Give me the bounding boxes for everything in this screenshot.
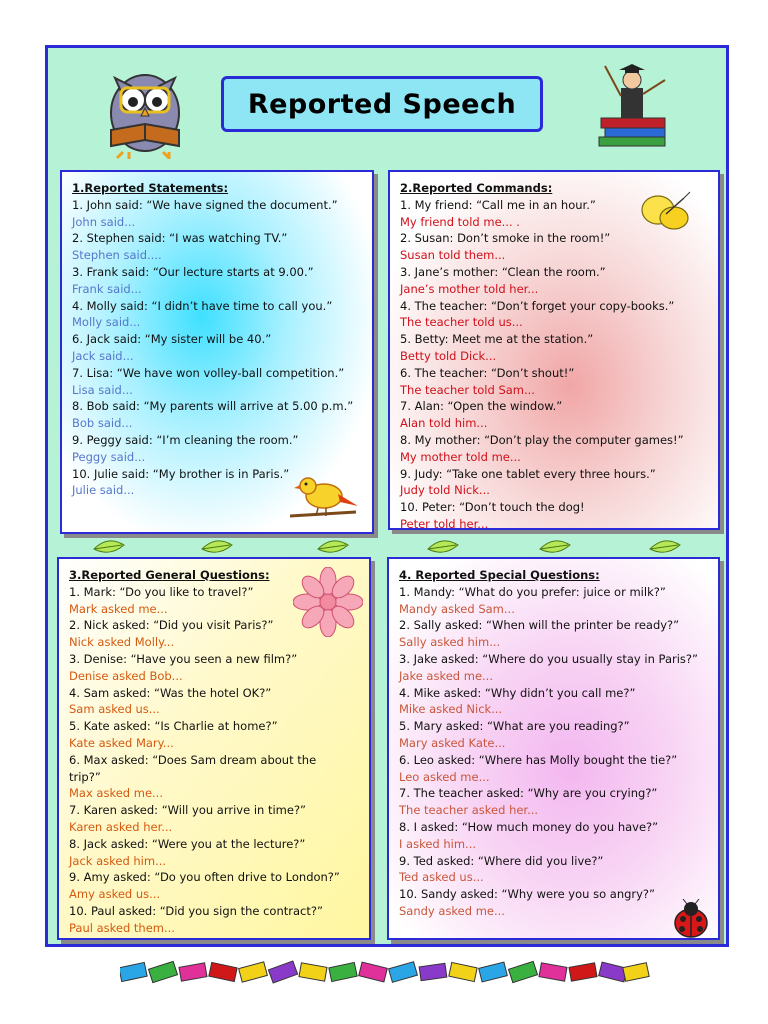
command-question: 5. Betty: Meet me at the station.” bbox=[400, 332, 594, 347]
books-row-icon bbox=[120, 955, 650, 989]
statements-heading: 1.Reported Statements: bbox=[72, 181, 229, 195]
command-answer: Alan told him... bbox=[400, 416, 488, 431]
flower-icon bbox=[293, 567, 363, 637]
leaf-icon bbox=[538, 539, 572, 555]
special-question: 8. I asked: “How much money do you have?” bbox=[399, 819, 659, 834]
statement-answer: John said... bbox=[72, 214, 136, 229]
statement-question: 7. Lisa: “We have won volley-ball competition.” bbox=[72, 365, 345, 380]
general-answer: Jack asked him... bbox=[69, 853, 167, 868]
general-questions-heading: 3.Reported General Questions: bbox=[69, 568, 270, 582]
general-answer: Denise asked Bob... bbox=[69, 668, 183, 683]
general-answer: Kate asked Mary... bbox=[69, 735, 174, 750]
special-question: 2. Sally asked: “When will the printer be ready?” bbox=[399, 618, 680, 633]
leaf-icon bbox=[92, 539, 126, 555]
statement-question: 8. Bob said: “My parents will arrive at 5.00 p.m.” bbox=[72, 399, 354, 414]
command-question: 2. Susan: Don’t smoke in the room!” bbox=[400, 231, 611, 246]
special-answer: I asked him... bbox=[399, 836, 477, 851]
special-answer: Leo asked me... bbox=[399, 769, 490, 784]
special-answer: Sandy asked me... bbox=[399, 903, 505, 918]
command-answer: Peter told her... bbox=[400, 516, 489, 530]
command-answer: My mother told me... bbox=[400, 449, 521, 464]
command-answer: Judy told Nick... bbox=[400, 483, 490, 498]
special-question: 10. Sandy asked: “Why were you so angry?” bbox=[399, 887, 655, 902]
general-answer: Mark asked me... bbox=[69, 601, 168, 616]
general-question: 8. Jack asked: “Were you at the lecture?” bbox=[69, 836, 306, 851]
statement-answer: Peggy said... bbox=[72, 449, 146, 464]
special-answer: The teacher asked her... bbox=[399, 803, 539, 818]
command-question: 9. Judy: “Take one tablet every three hours.” bbox=[400, 466, 656, 481]
reported-special-questions-card bbox=[387, 557, 720, 940]
statement-answer: Frank said... bbox=[72, 281, 142, 296]
general-answer: Karen asked her... bbox=[69, 819, 173, 834]
bird-icon bbox=[290, 472, 360, 528]
reported-commands-card bbox=[388, 170, 720, 530]
special-question: 5. Mary asked: “What are you reading?” bbox=[399, 719, 630, 734]
statement-answer: Stephen said.... bbox=[72, 248, 162, 263]
command-answer: Jane’s mother told her... bbox=[400, 281, 539, 296]
statements-list bbox=[72, 180, 366, 499]
statement-question: 9. Peggy said: “I’m cleaning the room.” bbox=[72, 432, 299, 447]
general-question: 7. Karen asked: “Will you arrive in time?” bbox=[69, 803, 307, 818]
leaf-icon bbox=[316, 539, 350, 555]
statement-answer: Molly said... bbox=[72, 315, 141, 330]
special-questions-heading: 4. Reported Special Questions: bbox=[399, 568, 600, 582]
command-question: 10. Peter: “Don’t touch the dog! bbox=[400, 500, 585, 515]
general-answer: Sam asked us... bbox=[69, 702, 160, 717]
statement-question: 1. John said: “We have signed the document.” bbox=[72, 197, 338, 212]
page-title: Reported Speech bbox=[247, 88, 517, 120]
general-question: 1. Mark: “Do you like to travel?” bbox=[69, 584, 254, 599]
statement-question: 3. Frank said: “Our lecture starts at 9.00.” bbox=[72, 264, 314, 279]
general-question: 10. Paul asked: “Did you sign the contract?” bbox=[69, 903, 323, 918]
general-question: 3. Denise: “Have you seen a new film?” bbox=[69, 651, 298, 666]
leaf-icon bbox=[426, 539, 460, 555]
reported-statements-card bbox=[60, 170, 374, 534]
leaf-icon bbox=[648, 539, 682, 555]
special-answer: Mike asked Nick... bbox=[399, 702, 503, 717]
special-answer: Mandy asked Sam... bbox=[399, 601, 515, 616]
special-answer: Jake asked me... bbox=[399, 668, 493, 683]
command-answer: The teacher told us... bbox=[400, 315, 523, 330]
general-answer: Max asked me... bbox=[69, 786, 163, 801]
special-questions-list bbox=[399, 567, 712, 920]
command-question: 3. Jane’s mother: “Clean the room.” bbox=[400, 264, 606, 279]
command-question: 6. The teacher: “Don’t shout!” bbox=[400, 365, 575, 380]
special-answer: Sally asked him... bbox=[399, 635, 501, 650]
special-question: 7. The teacher asked: “Why are you crying?” bbox=[399, 786, 658, 801]
command-question: 7. Alan: “Open the window.” bbox=[400, 399, 563, 414]
title-box bbox=[221, 76, 543, 132]
commands-heading: 2.Reported Commands: bbox=[400, 181, 553, 195]
statement-answer: Julie said... bbox=[72, 483, 135, 498]
special-question: 3. Jake asked: “Where do you usually stay in Paris?” bbox=[399, 651, 698, 666]
owl-reading-icon bbox=[93, 58, 197, 160]
general-question: 5. Kate asked: “Is Charlie at home?” bbox=[69, 719, 278, 734]
statement-answer: Bob said... bbox=[72, 416, 133, 431]
general-question: 2. Nick asked: “Did you visit Paris?” bbox=[69, 618, 274, 633]
special-answer: Mary asked Kate... bbox=[399, 735, 506, 750]
special-question: 9. Ted asked: “Where did you live?” bbox=[399, 853, 604, 868]
command-answer: My friend told me... . bbox=[400, 214, 520, 229]
butterfly-icon bbox=[638, 188, 692, 236]
command-answer: Betty told Dick... bbox=[400, 348, 497, 363]
general-question: 4. Sam asked: “Was the hotel OK?” bbox=[69, 685, 272, 700]
leaf-icon bbox=[200, 539, 234, 555]
command-question: 4. The teacher: “Don’t forget your copy-books.” bbox=[400, 298, 675, 313]
special-question: 1. Mandy: “What do you prefer: juice or milk?” bbox=[399, 584, 666, 599]
statement-question: 6. Jack said: “My sister will be 40.” bbox=[72, 332, 272, 347]
command-answer: The teacher told Sam... bbox=[400, 382, 535, 397]
special-question: 4. Mike asked: “Why didn’t you call me?” bbox=[399, 685, 636, 700]
statement-question: 4. Molly said: “I didn’t have time to call you.” bbox=[72, 298, 333, 313]
general-answer: Paul asked them... bbox=[69, 920, 175, 935]
statement-question: 10. Julie said: “My brother is in Paris.” bbox=[72, 466, 290, 481]
special-question: 6. Leo asked: “Where has Molly bought the tie?” bbox=[399, 752, 678, 767]
command-question: 8. My mother: “Don’t play the computer games!” bbox=[400, 432, 684, 447]
statement-answer: Lisa said... bbox=[72, 382, 133, 397]
statement-question: 2. Stephen said: “I was watching TV.” bbox=[72, 231, 288, 246]
command-answer: Susan told them... bbox=[400, 248, 506, 263]
general-question: 6. Max asked: “Does Sam dream about the trip?” bbox=[69, 752, 317, 784]
statement-answer: Jack said... bbox=[72, 348, 134, 363]
special-answer: Ted asked us... bbox=[399, 870, 484, 885]
general-answer: Nick asked Molly... bbox=[69, 635, 175, 650]
command-question: 1. My friend: “Call me in an hour.” bbox=[400, 197, 596, 212]
general-question: 9. Amy asked: “Do you often drive to London?” bbox=[69, 870, 340, 885]
reported-general-questions-card bbox=[57, 557, 371, 940]
general-answer: Amy asked us... bbox=[69, 887, 161, 902]
teacher-on-books-icon bbox=[595, 56, 671, 148]
ladybug-icon bbox=[667, 899, 713, 939]
